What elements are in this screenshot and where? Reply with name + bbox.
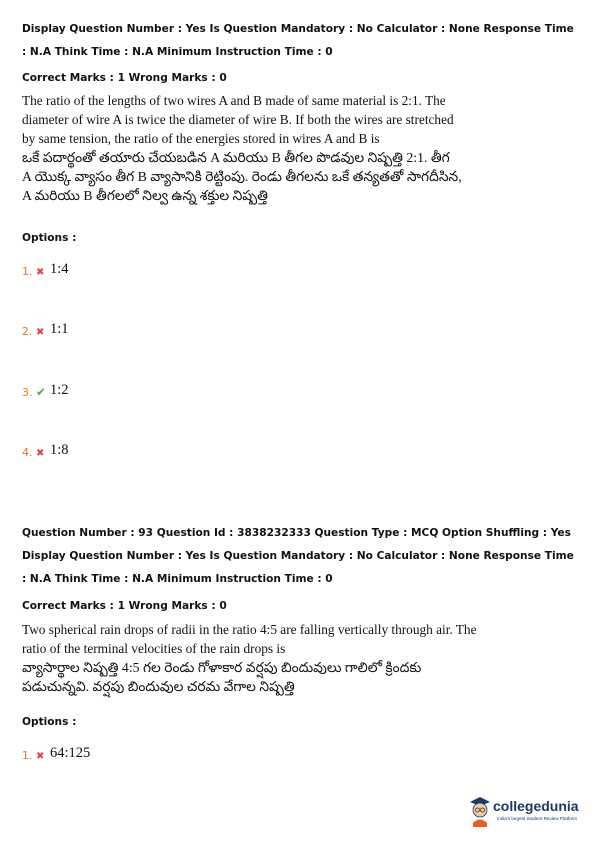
- q1-en-line-1: The ratio of the lengths of two wires A and B made of same material is 2:1. The: [22, 93, 446, 108]
- q2-meta: [22, 522, 582, 591]
- logo-tagline: India's largest Student Review Platform: [497, 816, 578, 821]
- q2-marks: Correct Marks : 1 Wrong Marks : 0: [22, 600, 227, 612]
- option-text: 1:1: [50, 321, 69, 337]
- option-text: 1:2: [50, 382, 69, 398]
- q2-option-1: [22, 742, 90, 762]
- option-number: 3.: [22, 386, 33, 399]
- q1-option-3: [22, 379, 69, 399]
- option-number: 1.: [22, 265, 33, 278]
- q2-options-label: Options :: [22, 716, 77, 728]
- option-number: 2.: [22, 325, 33, 338]
- q1-option-4: [22, 439, 69, 459]
- wrong-cross-icon: ✖: [36, 267, 45, 278]
- q1-en-line-3: by same tension, the ratio of the energies stored in wires A and B is: [22, 131, 380, 146]
- option-text: 1:4: [50, 261, 69, 277]
- q1-option-2: [22, 318, 69, 338]
- option-text: 1:8: [50, 442, 69, 458]
- collegedunia-logo: [467, 793, 585, 827]
- option-number: 4.: [22, 446, 33, 459]
- q1-marks: Correct Marks : 1 Wrong Marks : 0: [22, 72, 227, 84]
- q1-te-line-3: A మరియు B తీగలలో నిల్వ ఉన్న శక్తుల నిష్పత్తి: [22, 188, 268, 203]
- q2-meta-line1: Question Number : 93 Question Id : 3838232333 Question Type : MCQ Option Shuffling : Yes: [22, 527, 571, 539]
- q2-en-line-1: Two spherical rain drops of radii in the ratio 4:5 are falling vertically through air. The: [22, 622, 477, 637]
- q1-option-1: [22, 258, 69, 278]
- wrong-cross-icon: ✖: [36, 751, 45, 762]
- logo-wordmark: collegedunia: [493, 798, 579, 814]
- q2-te-line-2: పడుచున్నవి. వర్షపు బిందువుల చరమ వేగాల నిష్పత్తి: [22, 679, 295, 694]
- q1-te-line-2: A యొక్క వ్యాసం తీగ B వ్యాసానికి రెట్టింపు. రెండు తీగలను ఒకే తన్యతతో సాగదీసిన,: [22, 169, 462, 184]
- q1-en-line-2: diameter of wire A is twice the diameter of wire B. If both the wires are stretched: [22, 112, 454, 127]
- q1-te-line-1: ఒకే పదార్థంతో తయారు చేయబడిన A మరియు B తీగల పొడవుల నిష్పత్తి 2:1. తీగ: [22, 150, 450, 165]
- mascot-icon: [467, 793, 493, 827]
- q1-question-text: [22, 91, 462, 205]
- q1-meta-line2: : N.A Think Time : N.A Minimum Instruction Time : 0: [22, 46, 333, 58]
- option-text: 64:125: [50, 745, 91, 761]
- q2-en-line-2: ratio of the terminal velocities of the rain drops is: [22, 641, 286, 656]
- q2-meta-line2: Display Question Number : Yes Is Question Mandatory : No Calculator : None Response Time: [22, 550, 574, 562]
- q1-options-label: Options :: [22, 232, 77, 244]
- wrong-cross-icon: ✖: [36, 448, 45, 459]
- option-number: 1.: [22, 749, 33, 762]
- wrong-cross-icon: ✖: [36, 327, 45, 338]
- q2-te-line-1: వ్యాసార్థాల నిష్పత్తి 4:5 గల రెండు గోళాకార వర్షపు బిందువులు గాలిలో క్రిందకు: [22, 660, 422, 675]
- q1-meta-line1: Display Question Number : Yes Is Question Mandatory : No Calculator : None Response Time: [22, 23, 574, 35]
- q2-meta-line3: : N.A Think Time : N.A Minimum Instruction Time : 0: [22, 573, 333, 585]
- correct-check-icon: ✔: [36, 385, 47, 399]
- q1-meta: [22, 18, 582, 64]
- q2-question-text: [22, 620, 477, 696]
